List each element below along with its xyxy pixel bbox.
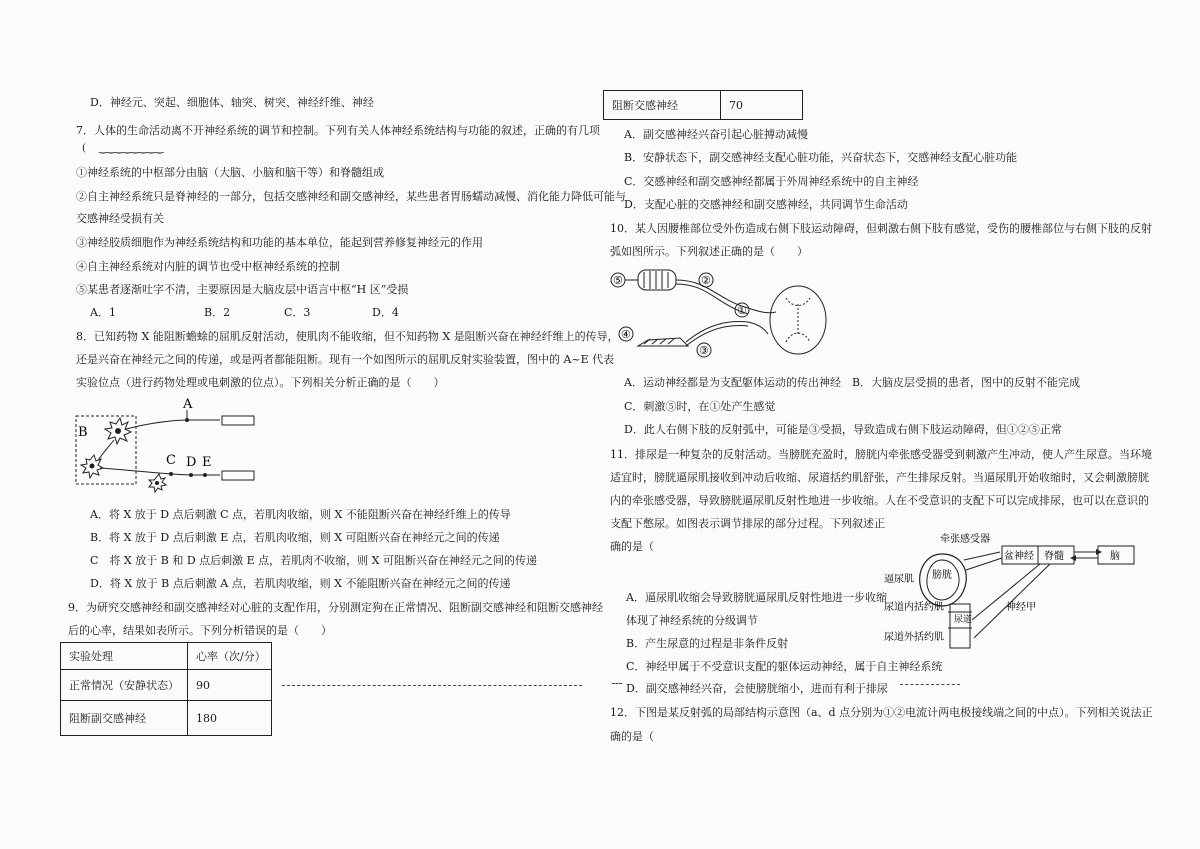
q7-statement-1: ①神经系统的中枢部分由脑（大脑、小脑和脑干等）和脊髓组成 (76, 166, 384, 179)
fold-line-right (612, 683, 622, 684)
q7-option-c: C．3 (284, 306, 311, 319)
table-cell: 正常情况（安静状态） (61, 670, 188, 701)
table-header-treatment: 实验处理 (61, 643, 188, 670)
table-row (61, 701, 272, 736)
q7-statement-5: ⑤某患者逐渐吐字不清，主要原因是大脑皮层中语言中枢“H 区”受损 (76, 283, 409, 296)
table-cell: 70 (721, 91, 803, 120)
q11-urination-diagram (880, 530, 1142, 650)
q11-paragraph-2: 适宜时，膀胱逼尿肌接收到冲动后收缩、尿道括约肌舒张，产生排尿反射。当逼尿肌开始收缩时，又会刺激膀胱 (610, 471, 1149, 484)
table-row (604, 91, 803, 120)
outer-sphincter-label: 尿道外括约肌 (884, 632, 944, 643)
table-cell: 阻断副交感神经 (61, 701, 188, 736)
q12-stem-1: 12．下图是某反射弧的局部结构示意图（a、d 点分别为①②电流计两电极接线端之间的中点）。下列相关说法正 (610, 706, 1153, 719)
urethra-label: 尿道 (954, 615, 973, 625)
q11-option-d: D．副交感神经兴奋，会使膀胱缩小，进而有利于排尿 (626, 682, 888, 695)
label-d: D (186, 455, 197, 470)
pelvic-nerve-label: 盆神经 (1004, 551, 1034, 562)
q8-option-c: C 将 X 放于 B 和 D 点后刺激 E 点，若肌肉不收缩，则 X 可阻断兴奋在神经元之间的传递 (90, 554, 537, 567)
q7-statement-4: ④自主神经系统对内脏的调节也受中枢神经系统的控制 (76, 260, 340, 273)
outer-neuron-icon (149, 474, 166, 492)
fold-line-right-2 (900, 684, 960, 685)
label-4: ④ (621, 328, 631, 341)
label-3: ③ (699, 344, 709, 357)
q8-stem-3: 实验位点（进行药物处理或电刺激的位点）。下列相关分析正确的是（ ） (76, 376, 445, 389)
label-c: C (166, 453, 176, 468)
q9-option-d: D．支配心脏的交感神经和副交感神经，共同调节生命活动 (624, 198, 908, 211)
q10-option-c: C．刺激⑤时，在①处产生感觉 (624, 400, 776, 413)
q11-option-a-2: 体现了神经系统的分级调节 (626, 614, 758, 627)
q7-statement-2b: 交感神经受损有关 (76, 212, 164, 225)
table-cell: 180 (188, 701, 272, 736)
brain-label: 脑 (1110, 551, 1120, 562)
q6-option-d: D．神经元、突起、细胞体、轴突、树突、神经纤维、神经 (90, 96, 374, 109)
q9-option-b: B．安静状态下，副交感神经支配心脏功能，兴奋状态下，交感神经支配心脏功能 (624, 151, 1018, 164)
upper-neuron-icon (105, 418, 131, 444)
table-header-heart-rate: 心率（次/分） (188, 643, 272, 670)
label-e: E (202, 455, 212, 470)
q11-paragraph-5: 确的是（ (610, 540, 654, 553)
q8-option-d: D．将 X 放于 B 点后刺激 A 点，若肌肉收缩，则 X 不能阻断兴奋在神经元之间的传递 (90, 577, 511, 590)
bladder-label: 膀胱 (932, 570, 952, 581)
q10-stem-2: 弧如图所示。下列叙述正确的是（ ） (610, 245, 808, 258)
label-5: ⑤ (613, 274, 623, 287)
q10-stem-1: 10．某人因腰椎部位受外伤造成右侧下肢运动障碍，但刺激右侧下肢有感觉，受伤的腰椎部位与右侧下肢的反射 (610, 222, 1152, 235)
q7-option-d: D．4 (372, 306, 399, 319)
q10-reflex-arc-diagram (608, 264, 848, 364)
q11-paragraph-1: 11．排尿是一种复杂的反射活动。当膀胱充盈时，膀胱内牵张感受器受到刺激产生冲动，使人产生尿意。当环境 (610, 448, 1152, 461)
table-header-row (61, 643, 272, 670)
q10-option-ab: A．运动神经都是为支配躯体运动的传出神经 B．大脑皮层受损的患者，图中的反射不能完成 (624, 376, 1081, 389)
q7-stem: 7．人体的生命活动离不开神经系统的调节和控制。下列有关人体神经系统结构与功能的叙述，正确的有几项 (76, 124, 600, 137)
table-row (61, 670, 272, 701)
q7-statement-3: ③神经胶质细胞作为神经系统结构和功能的基本单位，能起到营养修复神经元的作用 (76, 236, 483, 249)
table-cell: 阻断交感神经 (604, 91, 721, 120)
q11-paragraph-3: 内的牵张感受器，导致膀胱逼尿肌反射性地进一步收缩。人在不受意识的支配下可以完成排尿，也可以在意识的 (610, 494, 1149, 507)
q9-stem-2: 后的心率，结果如表所示。下列分析错误的是（ ） (68, 624, 332, 637)
q7-option-a: A．1 (90, 306, 116, 319)
scribble-mark: ( ‿‿‿‿‿‿‿‿ (82, 143, 164, 154)
q7-statement-2a: ②自主神经系统只是脊神经的一部分，包括交感神经和副交感神经，某些患者胃肠蠕动减慢、消化能力降低可能与 (76, 190, 626, 203)
q9-stem-1: 9．为研究交感神经和副交感神经对心脏的支配作用，分别测定狗在正常情况、阻断副交感神经和阻断交感神经 (68, 601, 603, 614)
q8-reflex-diagram (70, 398, 270, 498)
q11-option-b: B．产生尿意的过程是非条件反射 (626, 637, 789, 650)
q8-option-b: B．将 X 放于 D 点后刺激 E 点，若肌肉收缩，则 X 可阻断兴奋在神经元之间的传递 (90, 531, 500, 544)
nerve-jia-label: 神经甲 (1006, 602, 1036, 613)
q11-option-c: C．神经甲属于不受意识支配的躯体运动神经，属于自主神经系统 (626, 660, 943, 673)
detrusor-label: 逼尿肌 (884, 574, 914, 585)
inner-sphincter-label: 尿道内括约肌 (884, 602, 944, 613)
q9-option-a: A．副交感神经兴奋引起心脏搏动减慢 (624, 128, 808, 141)
table-cell: 90 (188, 670, 272, 701)
q8-stem-2: 还是兴奋在神经元之间的传递，或是两者都能阻断。现有一个如图所示的屈肌反射实验装置，图中的 A~E 代表 (76, 353, 615, 366)
q9-table-continued (603, 90, 803, 120)
q11-option-a-1: A．逼尿肌收缩会导致膀胱逼尿肌反射性地进一步收缩 (626, 591, 887, 604)
spinal-cord-label: 脊髓 (1044, 551, 1064, 562)
q10-option-d: D．此人右侧下肢的反射弧中，可能是③受损，导致造成右侧下肢运动障碍，但①②⑤正常 (624, 423, 1062, 436)
q9-heart-rate-table (60, 642, 272, 736)
label-b: B (78, 425, 88, 440)
fold-line (282, 685, 582, 686)
q7-option-b: B．2 (204, 306, 231, 319)
q8-stem-1: 8．已知药物 X 能阻断蟾蜍的屈肌反射活动，使肌肉不能收缩，但不知药物 X 是阻断兴奋在神经纤维上的传导， (76, 330, 619, 343)
label-a: A (183, 398, 193, 412)
q12-stem-2: 确的是（ (610, 730, 654, 743)
q8-option-a: A．将 X 放于 D 点后刺激 C 点，若肌肉收缩，则 X 不能阻断兴奋在神经纤维上的传导 (90, 508, 511, 521)
q9-option-c: C．交感神经和副交感神经都属于外周神经系统中的自主神经 (624, 175, 919, 188)
q11-paragraph-4: 支配下憋尿。如图表示调节排尿的部分过程。下列叙述正 (610, 517, 885, 530)
label-1: ① (737, 304, 747, 317)
label-2: ② (701, 274, 711, 287)
receptor-label: 牵张感受器 (940, 534, 990, 545)
